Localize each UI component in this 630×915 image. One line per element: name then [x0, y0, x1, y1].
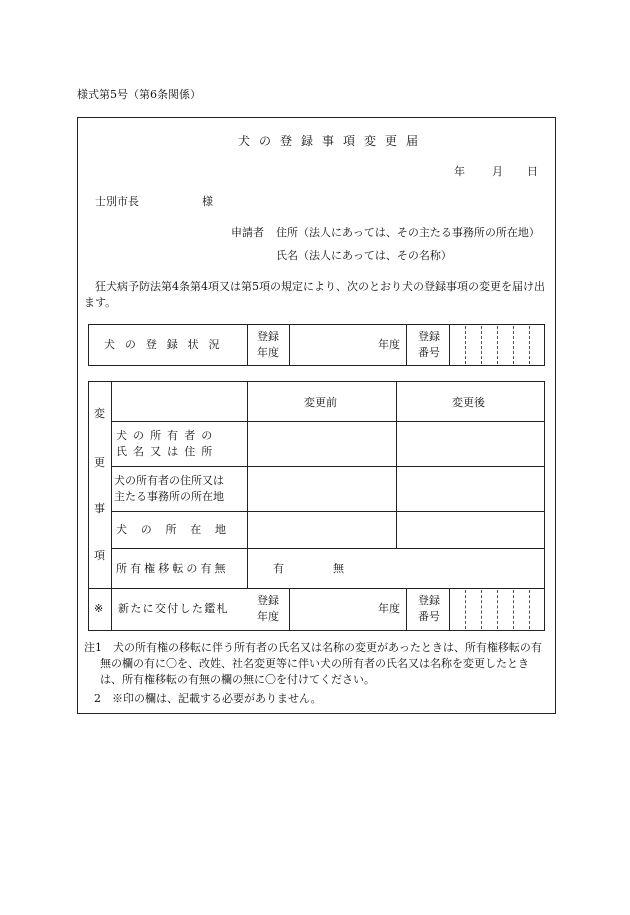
date-year: 年	[454, 165, 465, 178]
side-label-hen: 変	[94, 407, 105, 420]
row-owner-address-line1: 犬の所有者の住所又は	[114, 474, 224, 487]
new-tag-label: 新たに交付した鑑札	[118, 602, 229, 615]
new-tag-mark: ※	[94, 602, 104, 615]
date-day: 日	[527, 165, 538, 178]
header-after: 変更後	[452, 396, 485, 409]
new-tag-number-label-1: 登録	[418, 594, 440, 607]
registration-label: 犬の登録状況	[104, 338, 230, 351]
registration-year-label-2: 年度	[257, 346, 279, 359]
header-before: 変更前	[304, 396, 337, 409]
row-ownership-transfer: 所有権移転の有無	[116, 562, 229, 575]
note-1: 注1 犬の所有権の移転に伴う所有者の氏名又は名称の変更があったときは、所有権移転の有無の欄の有に〇を、改姓、社名変更等に伴い犬の所有者の氏名又は名称を変更したときは、所有権移転の有無の欄の無に〇を付けてください。	[84, 641, 542, 686]
addressee-sama: 様	[202, 195, 213, 208]
new-tag-year-label-1: 登録	[257, 594, 279, 607]
registration-number-label-2: 番号	[418, 346, 440, 359]
row-owner-name-line1: 犬の所有者の	[116, 429, 219, 442]
form-number: 様式第5号（第6条関係）	[77, 88, 201, 101]
form-title: 犬の登録事項変更届	[238, 134, 428, 148]
new-tag-year-label-2: 年度	[257, 610, 279, 623]
new-tag-nendo: 年度	[378, 602, 400, 615]
ownership-yes: 有	[273, 562, 284, 575]
body-text: 狂犬病予防法第4条第4項又は第5項の規定により、次のとおり犬の登録事項の変更を届け出ます。	[84, 280, 545, 309]
registration-nendo: 年度	[378, 338, 400, 351]
applicant-label: 申請者	[231, 226, 264, 239]
side-label-ji: 事	[94, 502, 105, 515]
side-label-kou: 更	[94, 456, 105, 469]
addressee-mayor: 士別市長	[95, 195, 139, 208]
row-owner-name-line2: 氏名又は住所	[116, 445, 219, 458]
side-label-kou2: 項	[94, 549, 105, 562]
registration-number-label-1: 登録	[418, 330, 440, 343]
note-2: 2 ※印の欄は、記載する必要がありません。	[94, 692, 322, 705]
ownership-no: 無	[333, 562, 344, 575]
new-tag-number-label-2: 番号	[418, 610, 440, 623]
registration-year-label-1: 登録	[257, 330, 279, 343]
applicant-name: 氏名（法人にあっては、その名称）	[276, 249, 452, 262]
row-owner-address-line2: 主たる事務所の所在地	[114, 490, 224, 503]
date-month: 月	[492, 165, 503, 178]
changes-table	[88, 381, 545, 631]
applicant-address: 住所（法人にあっては、その主たる事務所の所在地）	[276, 226, 540, 239]
row-dog-location: 犬の所在地	[116, 523, 240, 536]
